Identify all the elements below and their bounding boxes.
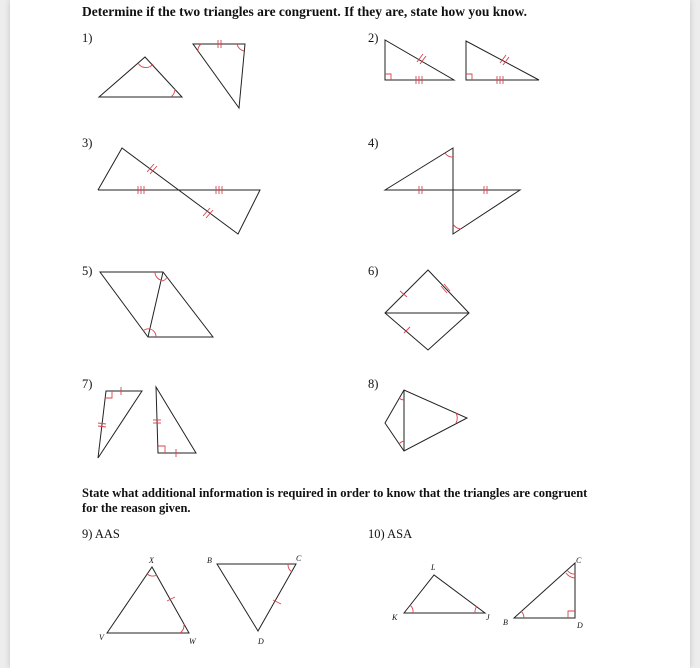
right-angle-10b: [568, 611, 575, 618]
problem-4-figure: [385, 148, 520, 234]
vertex-label-d10: D: [577, 621, 583, 630]
kite-8: [385, 390, 467, 451]
right-angle-2a: [385, 74, 391, 80]
vertex-label-x: X: [149, 556, 154, 565]
vertex-label-w: W: [189, 637, 196, 646]
triangle-7b: [156, 387, 196, 453]
problem-10-figure: [404, 563, 575, 618]
angle-mark-5d: [150, 329, 156, 337]
section2-instructions-line1: State what additional information is required in order to know that the triangles are congruent: [82, 486, 588, 500]
right-angle-7b: [158, 446, 165, 453]
angle-mark-10b: [475, 606, 477, 613]
diagonal-5: [148, 272, 163, 337]
problem-number-2: 2): [368, 31, 379, 45]
problem-number-7: 7): [82, 377, 93, 391]
problem-number-3: 3): [82, 136, 93, 150]
problem-1-figure: [99, 40, 245, 108]
angle-mark-4b: [453, 224, 461, 229]
triangle-9b: [217, 564, 296, 631]
problem-number-6: 6): [368, 264, 379, 278]
problem-number-5: 5): [82, 264, 93, 278]
problem-7-figure: [98, 387, 196, 458]
vertex-label-v: V: [99, 633, 104, 642]
vertex-label-c9: C: [296, 554, 302, 563]
angle-mark-8a: [399, 398, 404, 400]
triangle-2a: [385, 40, 454, 80]
triangle-10b: [514, 563, 575, 618]
vertex-label-l: L: [431, 563, 436, 572]
angle-mark-1a-right: [171, 89, 175, 97]
problem-2-figure: [385, 40, 539, 84]
vertex-label-k: K: [392, 613, 398, 622]
triangles-3: [98, 148, 260, 234]
vertex-label-j: J: [486, 613, 490, 622]
vertex-label-b10: B: [503, 618, 508, 627]
problem-9-figure: [107, 564, 296, 633]
problem-8-figure: [385, 390, 467, 451]
problem-number-4: 4): [368, 136, 379, 150]
problem-number-1: 1): [82, 31, 93, 45]
kite-6: [385, 270, 469, 350]
triangle-10a: [404, 575, 485, 613]
triangle-9a: [107, 567, 189, 633]
angle-mark-9a: [147, 574, 157, 576]
angle-mark-10d: [567, 570, 575, 574]
vertex-label-d9: D: [258, 637, 264, 646]
right-angle-2b: [466, 74, 472, 80]
angle-mark-5a: [155, 272, 161, 280]
angle-mark-10c: [521, 611, 524, 618]
problem-number-9: 9) AAS: [82, 527, 120, 541]
angle-mark-1b-right: [237, 44, 244, 51]
triangle-1b: [193, 44, 245, 108]
tick-7a-2: [98, 423, 106, 424]
vertex-label-b: B: [207, 556, 212, 565]
problem-number-8: 8): [368, 377, 379, 391]
triangle-2b: [466, 41, 539, 80]
angle-mark-10a: [410, 605, 413, 613]
triangle-4b: [453, 190, 520, 234]
parallelogram-5: [100, 272, 213, 337]
problem-6-figure: [385, 270, 469, 350]
angle-mark-5b: [162, 277, 167, 281]
triangle-7a: [98, 391, 142, 458]
worksheet-instructions: Determine if the two triangles are congruent. If they are, state how you know.: [82, 4, 527, 19]
angle-mark-8c: [456, 413, 457, 423]
vertex-label-c10: C: [576, 556, 582, 565]
tick-7a-3: [98, 426, 106, 427]
angle-mark-9c: [288, 564, 292, 572]
problem-3-figure: [98, 148, 260, 234]
triangle-4a: [385, 148, 453, 190]
triangle-1a: [99, 57, 182, 97]
angle-mark-4a: [445, 153, 453, 157]
section2-instructions-line2: for the reason given.: [82, 501, 191, 515]
angle-mark-9b: [180, 624, 184, 633]
angle-mark-8b: [399, 441, 404, 444]
problem-5-figure: [100, 272, 213, 337]
problem-number-10: 10) ASA: [368, 527, 413, 541]
